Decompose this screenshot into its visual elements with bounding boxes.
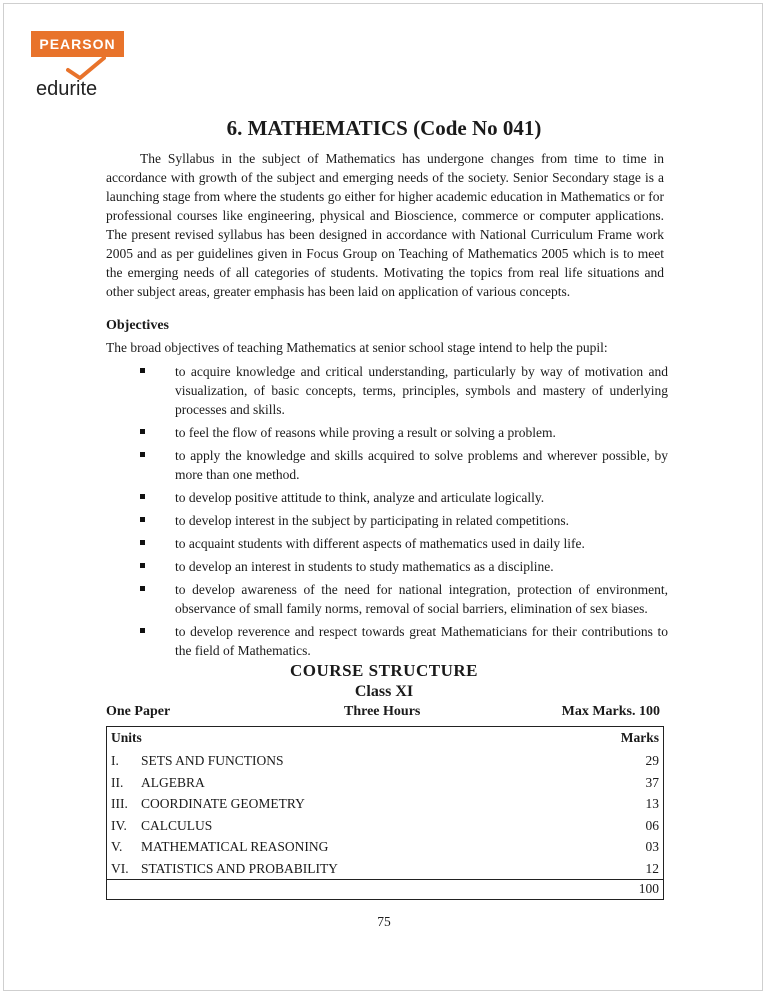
page-title: 6. MATHEMATICS (Code No 041) [226,116,542,140]
objective-item: to develop an interest in students to study mathematics as a discipline. [140,557,668,576]
objective-item: to feel the flow of reasons while proving a result or solving a problem. [140,423,668,442]
table-body [111,753,659,882]
intro-paragraph: The Syllabus in the subject of Mathematics has undergone changes from time to time in accordance with growth of the subject and emerging needs of the society. Senior Secondary stage is a launching stage from where the students go either for higher academic education in Mathematics or for professional courses like engineering, physical and Bioscience, commerce or computer applications. The present revised syllabus has been designed in accordance with National Curriculum Frame work 2005 and as per guidelines given in Focus Group on Teaching of Mathematics 2005 which is to meet the emerging needs of all categories of students. Motivating the topics from real life situations and other subject areas, greater emphasis has been laid on application of various concepts. [106,151,664,299]
objective-item: to develop interest in the subject by participating in related competitions. [140,511,668,530]
objective-item: to apply the knowledge and skills acquired to solve problems and wherever possible, by more than one method. [140,446,668,484]
objectives-lead: The broad objectives of teaching Mathematics at senior school stage intend to help the pupil: [106,340,608,355]
table-row: V. MATHEMATICAL REASONING 03 [111,839,659,854]
bullet-icon [140,368,145,373]
paper-info-row [106,704,660,722]
bullet-icon [140,452,145,457]
objective-item: to develop reverence and respect towards great Mathematicians for their contributions to the field of Mathematics. [140,622,668,660]
objective-item: to develop awareness of the need for national integration, protection of environment, observance of small family norms, removal of social barriers, elimination of sex biases. [140,580,668,618]
bullet-icon [140,429,145,434]
edurite-check-icon [66,56,106,80]
bullet-icon [140,494,145,499]
class-label: Class XI [354,683,414,700]
page-number: 75 [377,914,391,929]
table-header [111,730,659,746]
duration-label: Three Hours [344,704,421,719]
bullet-icon [140,586,145,591]
bullet-icon [140,540,145,545]
objectives-list [140,362,668,664]
bullet-icon [140,517,145,522]
paper-label: One Paper [106,704,171,719]
table-row: III. COORDINATE GEOMETRY 13 [111,796,659,811]
marks-header: Marks [620,730,659,745]
bullet-icon [140,628,145,633]
table-total: 100 [638,881,659,896]
table-total-divider [107,879,663,880]
table-row: VI. STATISTICS AND PROBABILITY 12 [111,860,659,876]
table-row: I. SETS AND FUNCTIONS 29 [111,753,659,768]
objectives-heading: Objectives [106,318,169,333]
pearson-logo: PEARSON [31,31,124,57]
max-marks-label: Max Marks. 100 [561,704,660,719]
edurite-logo: edurite [36,78,98,100]
table-row: IV. CALCULUS 06 [111,817,659,833]
marks-table [106,726,664,900]
objective-item: to develop positive attitude to think, analyze and articulate logically. [140,488,668,507]
table-row: II. ALGEBRA 37 [111,774,659,790]
objective-item: to acquaint students with different aspects of mathematics used in daily life. [140,534,668,553]
course-structure-title: COURSE STRUCTURE [290,661,478,680]
bullet-icon [140,563,145,568]
objective-item: to acquire knowledge and critical understanding, particularly by way of motivation and visualization, of basic concepts, terms, principles, symbols and mastery of underlying processes and skills. [140,362,668,419]
units-header: Units [111,730,142,745]
